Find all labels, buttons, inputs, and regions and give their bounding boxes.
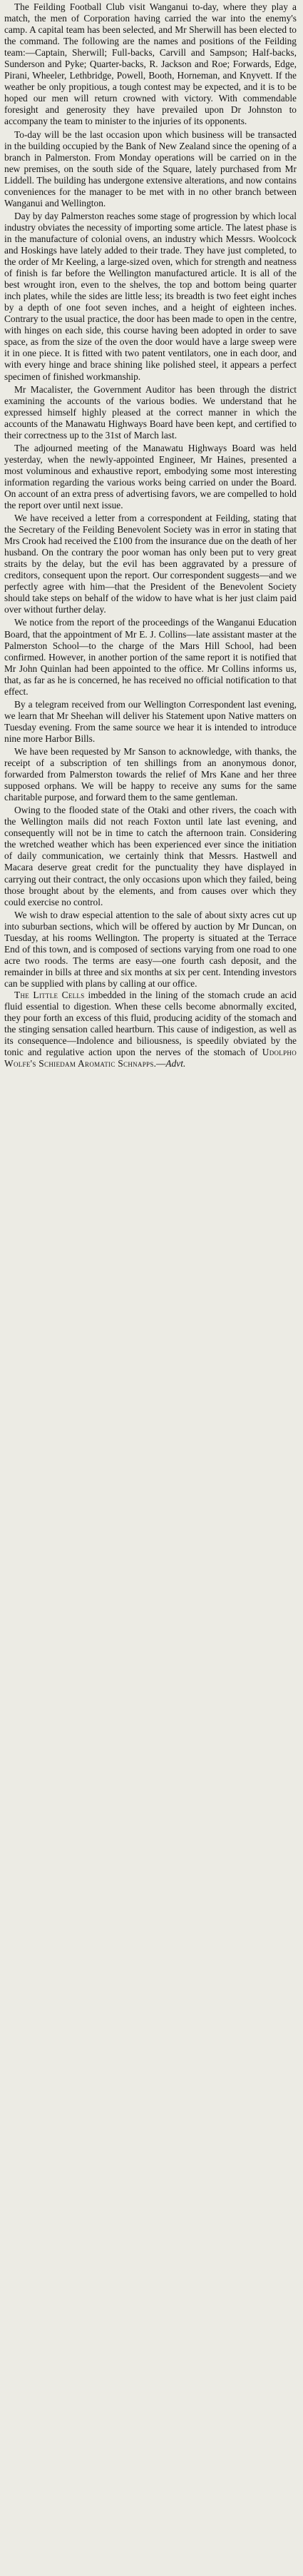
highways-board-paragraph: The adjourned meeting of the Manawatu Highways Board was held yesterday, when the newly-appointed Engineer, Mr Haines, presented a most voluminous and exhaustive report, embodying some most interesting information regarding the various works being carried on under the Board. On account of an extra press of advertising favors, we are compelled to hold the report over until next issue. — [4, 442, 297, 511]
schnapps-advertisement — [4, 990, 297, 1070]
notice-advt: Advt. — [165, 1058, 186, 1070]
coach-paragraph: Owing to the flooded state of the Otaki and other rivers, the coach with the Wellington mails did not reach Foxton until late last evening, and consequently will not be in time to catch the afternoon train. Considering the wretched weather which has been experienced ever since the initiation of daily communication, we certainly think that Messrs. Hastwell and Macara deserve great credit for the punctuality they have displayed in carrying out their contract, the only occasions upon which they failed, being those brought about by the elements, and from causes over which they could exercise no control. — [4, 805, 297, 907]
subscription-paragraph: We have been requested by Mr Sanson to acknowledge, with thanks, the receipt of a subscription of ten shillings from an anonymous donor, forwarded from Palmerston towards the relief of Mrs Kane and her three supposed orphans. We will be happy to receive any sums for the same charitable purpose, and forward them to the same gentleman. — [4, 746, 297, 803]
notice-suffix: .— — [153, 1058, 166, 1070]
ovens-paragraph: Day by day Palmerston reaches some stage of progression by which local industry obviates the necessity of importing some article. The latest phase is in the manufacture of colonial ovens, an industry which Messrs. Woolcock and Hoskings have lately added to their trade. They have just completed, to the order of Mr Keeling, a large-sized oven, which for strength and neatness of finish is far before the Wellington manufactured article. It is all of the best wrought iron, even to the shelves, the top and bottom being quarter inch plates, while the sides are little less; its breadth is two feet eight inches by a depth of one foot seven inches, and a height of eighteen inches. Contrary to the usual practice, the door has been made to open in the centre, with hinges on each side, this course having been adopted in order to save space, as from the size of the oven the door would have a large sweep were it in one piece. It is fitted with two patent ventilators, one in each door, and with every hinge and brace shining like polished steel, it appears a perfect specimen of finished workmanship. — [4, 210, 297, 382]
bank-paragraph: To-day will be the last occasion upon which business will be transacted in the building occupied by the Bank of New Zealand since the opening of a branch in Palmerston. From Monday operations will be carried on in the new premises, on the south side of the Square, lately purchased from Mr Liddell. The building has undergone extensive alterations, and now contains conveniences for the manager to be met with in no other branch between Wanganui and Wellington. — [4, 129, 297, 208]
notice-lead: The Little Cells — [14, 989, 85, 1000]
football-club-paragraph: The Feilding Football Club visit Wanganui to-day, where they play a match, the men of Corporation having carried the war into the enemy's camp. A capital team has been selected, and Mr Sherwill has been elected to the command. The following are the names and positions of the Feilding team:—Captain, Sherwill; Full-backs, Carvill and Sampson; Half-backs, Sunderson and Pyke; Quarter-backs, R. Jackson and Roe; Forwards, Edge, Pirani, Wheeler, Lethbridge, Powell, Booth, Horneman, and Knyvett. If the weather be only propitious, a tough contest may be expected, and it is to be hoped our men will return crowned with victory. With commendable foresight and generosity they have prevailed upon Dr Johnston to accompany the team to minister to the injuries of its opponents. — [4, 1, 297, 127]
education-board-paragraph: We notice from the report of the proceedings of the Wanganui Education Board, that the appointment of Mr E. J. Collins—late assistant master at the Palmerston School—to the charge of the Mars Hill School, had been confirmed. However, in another portion of the same report it is notified that Mr John Quinlan had been appointed to the office. Mr Collins informs us, that, as far as he is concerned, he has received no official notification to that effect. — [4, 617, 297, 697]
notice-body: imbedded in the lining of the stomach crude an acid fluid essential to digestion. When these cells become abnormally excited, they pour forth an excess of this fluid, producing acidity of the stomach and the stinging sensation called heartburn. This cause of indigestion, as well as its consequence—Indolence and biliousness, is speedily obviated by the tonic and regulative action upon the nerves of the stomach of — [4, 989, 297, 1058]
auction-paragraph: We wish to draw especial attention to the sale of about sixty acres cut up into suburban sections, which will be offered by auction by Mr Duncan, on Tuesday, at his rooms Wellington. The property is situated at the Terrace End of this town, and is composed of sections varying from one road to one acre two roods. The terms are easy—one fourth cash deposit, and the remainder in bills at three and six months at six per cent. Intending investors can be supplied with plans by calling at our office. — [4, 909, 297, 989]
benevolent-society-paragraph: We have received a letter from a correspondent at Feilding, stating that the Secretary of the Feilding Benevolent Society was in error in stating that Mrs Crook had received the £100 from the insurance due on the death of her husband. On the contrary the poor woman has only been put to very great straits by the delay, but the evil has been aggravated by a pressure of creditors, consequent upon the report. Our correspondent suggests—and we perfectly agree with him—that the President of the Benevolent Society should take steps on behalf of the widow to have what is her just claim paid over without further delay. — [4, 513, 297, 615]
telegram-paragraph: By a telegram received from our Wellington Correspondent last evening, we learn that Mr Sheehan will deliver his Statement upon Native matters on Tuesday evening. From the same source we hear it is intended to introduce nine more Harbor Bills. — [4, 698, 297, 744]
auditor-paragraph: Mr Macalister, the Government Auditor has been through the district examining the accounts of the various bodies. We understand that he expressed himself highly pleased at the correct manner in which the accounts of the Manawatu Highways Board have been kept, and certified to their correctness up to the 31st of March last. — [4, 383, 297, 441]
notice-brand: Udolpho Wolfe's Schiedam Aromatic Schnapps — [4, 1047, 297, 1070]
